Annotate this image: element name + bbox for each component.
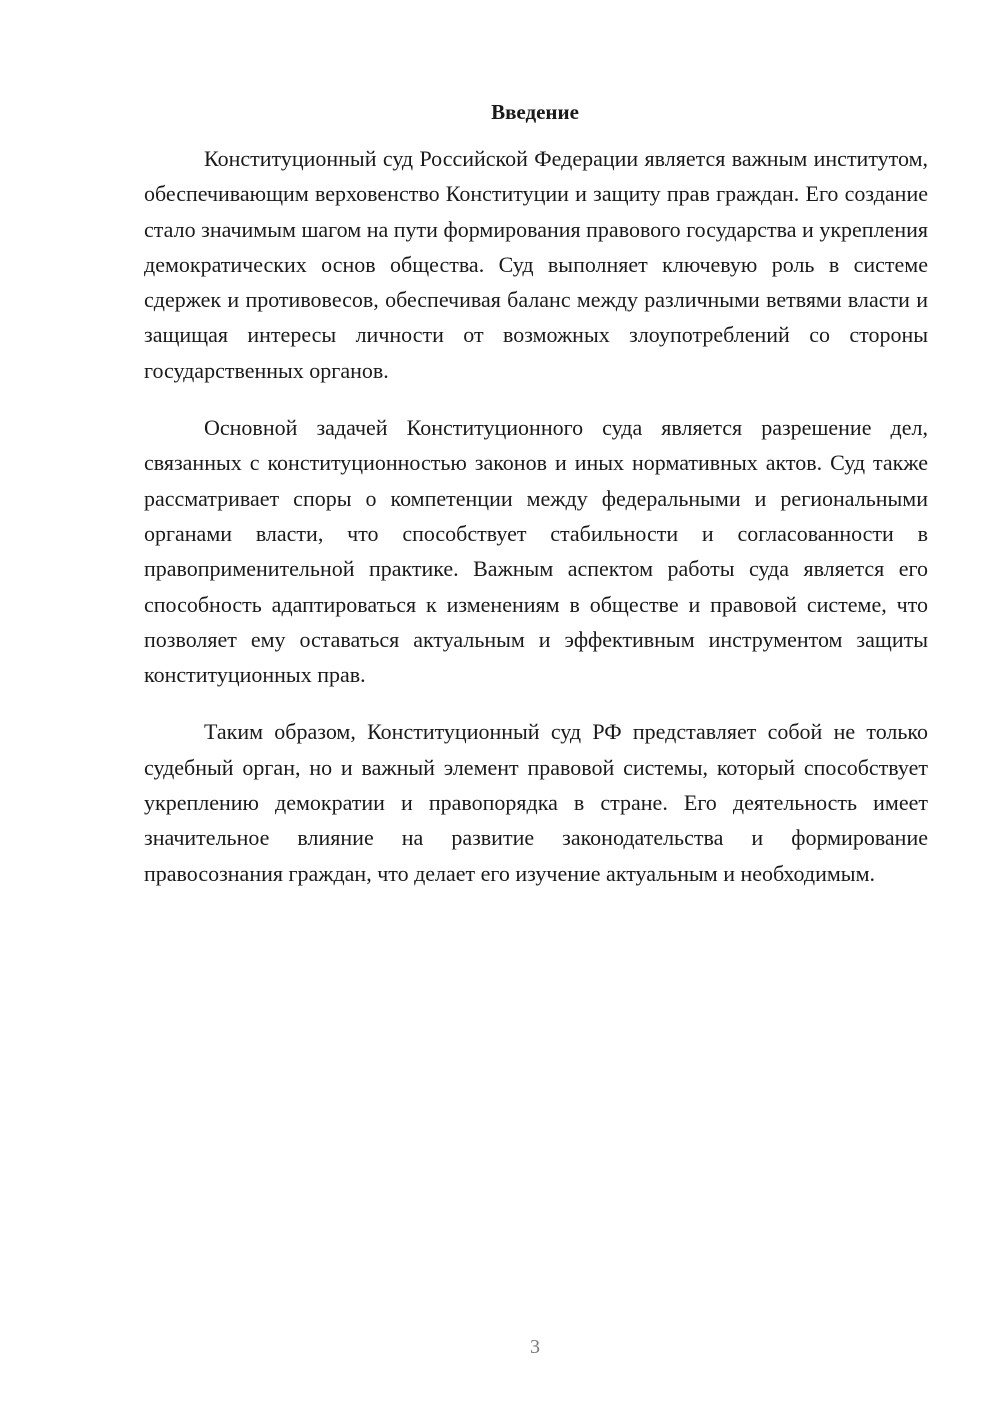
page-title: Введение xyxy=(491,100,579,124)
paragraph-2: Основной задачей Конституционного суда является разрешение дел, связанных с конституционностью законов и иных нормативных актов. Суд также рассматривает споры о компетенции между федеральными и региональными органами власти, что способствует стабильности и согласованности в правоприменительной практике. Важным аспектом работы суда является его способность адаптироваться к изменениям в обществе и правовой системе, что позволяет ему оставаться актуальным и эффективным инструментом защиты конституционных прав. xyxy=(144,415,928,688)
paragraph-3: Таким образом, Конституционный суд РФ представляет собой не только судебный орган, но и важный элемент правовой системы, который способствует укреплению демократии и правопорядка в стране. Его деятельность имеет значительное влияние на развитие законодательства и формирование правосознания граждан, что делает его изучение актуальным и необходимым. xyxy=(144,719,928,886)
page-number: 3 xyxy=(530,1336,540,1358)
document-body xyxy=(144,141,928,913)
paragraph-1: Конституционный суд Российской Федерации является важным институтом, обеспечивающим верховенство Конституции и защиту прав граждан. Его создание стало значимым шагом на пути формирования правового государства и укрепления демократических основ общества. Суд выполняет ключевую роль в системе сдержек и противовесов, обеспечивая баланс между различными ветвями власти и защищая интересы личности от возможных злоупотреблений со стороны государственных органов. xyxy=(144,146,928,383)
